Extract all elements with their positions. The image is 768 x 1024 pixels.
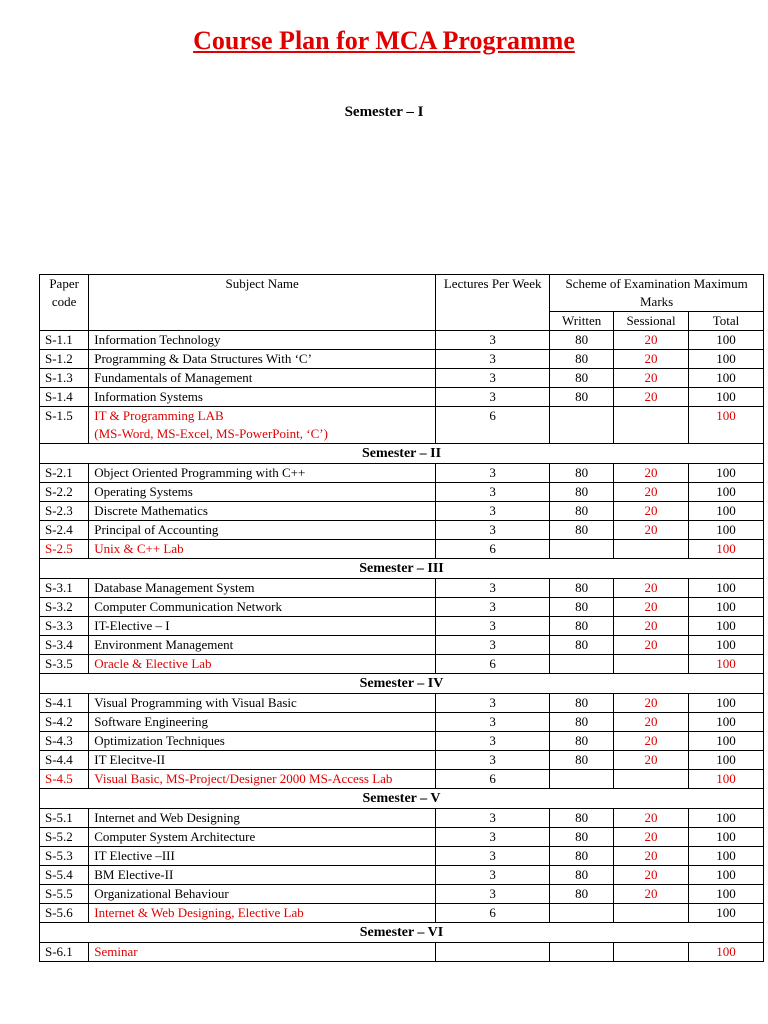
subject-name: Visual Basic, MS-Project/Designer 2000 MS-Access Lab [94, 771, 393, 786]
written-cell: 80 [550, 847, 614, 866]
subject-name-cell [89, 407, 436, 444]
total-cell: 100 [688, 828, 763, 847]
sessional-cell: 20 [614, 828, 689, 847]
paper-code-cell: S-4.4 [40, 751, 89, 770]
written-cell: 80 [550, 521, 614, 540]
subject-name: Object Oriented Programming with C++ [94, 465, 306, 480]
paper-code-cell: S-4.5 [40, 770, 89, 789]
subject-name: IT & Programming LAB [94, 408, 224, 423]
subject-name-cell [89, 598, 436, 617]
semester-heading-row [40, 923, 764, 943]
course-plan-table [39, 274, 764, 962]
paper-code-cell: S-2.5 [40, 540, 89, 559]
table-row [40, 751, 764, 770]
lectures-cell: 3 [436, 828, 550, 847]
sessional-cell [614, 943, 689, 962]
subject-name: Visual Programming with Visual Basic [94, 695, 297, 710]
lectures-cell: 3 [436, 598, 550, 617]
subject-name-cell [89, 617, 436, 636]
written-cell: 80 [550, 483, 614, 502]
paper-code-cell: S-3.2 [40, 598, 89, 617]
lectures-cell: 3 [436, 350, 550, 369]
sessional-cell: 20 [614, 885, 689, 904]
subject-name-cell [89, 540, 436, 559]
subject-name: Programming & Data Structures With ‘C’ [94, 351, 312, 366]
subject-name-cell [89, 694, 436, 713]
subject-name: Computer Communication Network [94, 599, 282, 614]
header-subject-name: Subject Name [89, 275, 436, 331]
subject-name-cell [89, 655, 436, 674]
written-cell: 80 [550, 464, 614, 483]
subject-name-cell [89, 464, 436, 483]
subject-name: IT Elective –III [94, 848, 175, 863]
total-cell: 100 [688, 694, 763, 713]
paper-code-cell: S-5.1 [40, 809, 89, 828]
subject-name: BM Elective-II [94, 867, 174, 882]
written-cell: 80 [550, 713, 614, 732]
written-cell [550, 407, 614, 444]
subject-name: Optimization Techniques [94, 733, 225, 748]
header-scheme: Scheme of Examination Maximum Marks [550, 275, 764, 312]
subject-name: Seminar [94, 944, 138, 959]
table-row [40, 331, 764, 350]
lectures-cell: 3 [436, 464, 550, 483]
course-table-body [40, 331, 764, 962]
written-cell: 80 [550, 369, 614, 388]
sessional-cell: 20 [614, 866, 689, 885]
total-cell: 100 [688, 713, 763, 732]
paper-code-cell: S-1.3 [40, 369, 89, 388]
header-lectures: Lectures Per Week [436, 275, 550, 331]
sessional-cell: 20 [614, 617, 689, 636]
written-cell [550, 943, 614, 962]
table-row [40, 732, 764, 751]
paper-code-cell: S-2.1 [40, 464, 89, 483]
paper-code-cell: S-1.5 [40, 407, 89, 444]
lectures-cell: 6 [436, 770, 550, 789]
total-cell: 100 [688, 369, 763, 388]
subject-name: Operating Systems [94, 484, 193, 499]
written-cell [550, 904, 614, 923]
written-cell: 80 [550, 617, 614, 636]
total-cell: 100 [688, 943, 763, 962]
lectures-cell: 3 [436, 809, 550, 828]
paper-code-cell: S-5.2 [40, 828, 89, 847]
written-cell: 80 [550, 636, 614, 655]
table-row [40, 809, 764, 828]
paper-code-cell: S-5.5 [40, 885, 89, 904]
subject-name-cell [89, 809, 436, 828]
written-cell: 80 [550, 598, 614, 617]
subject-name: Internet and Web Designing [94, 810, 240, 825]
lectures-cell: 3 [436, 885, 550, 904]
written-cell: 80 [550, 885, 614, 904]
table-row [40, 713, 764, 732]
table-row [40, 847, 764, 866]
lectures-cell: 3 [436, 636, 550, 655]
subject-name-cell [89, 866, 436, 885]
total-cell: 100 [688, 350, 763, 369]
sessional-cell [614, 540, 689, 559]
subject-name-cell [89, 350, 436, 369]
sessional-cell [614, 655, 689, 674]
lectures-cell: 6 [436, 904, 550, 923]
subject-name: Information Systems [94, 389, 203, 404]
total-cell: 100 [688, 598, 763, 617]
written-cell [550, 540, 614, 559]
sessional-cell: 20 [614, 809, 689, 828]
lectures-cell: 3 [436, 502, 550, 521]
paper-code-cell: S-5.6 [40, 904, 89, 923]
semester-heading-row [40, 674, 764, 694]
table-row [40, 636, 764, 655]
total-cell: 100 [688, 483, 763, 502]
sessional-cell: 20 [614, 350, 689, 369]
written-cell: 80 [550, 350, 614, 369]
sessional-cell: 20 [614, 598, 689, 617]
sessional-cell [614, 904, 689, 923]
lectures-cell: 3 [436, 483, 550, 502]
paper-code-cell: S-5.3 [40, 847, 89, 866]
lectures-cell: 3 [436, 617, 550, 636]
total-cell: 100 [688, 388, 763, 407]
subject-name: Unix & C++ Lab [94, 541, 184, 556]
subject-name-cell [89, 331, 436, 350]
sessional-cell [614, 770, 689, 789]
header-sessional: Sessional [614, 312, 689, 331]
total-cell: 100 [688, 331, 763, 350]
total-cell: 100 [688, 809, 763, 828]
lectures-cell: 3 [436, 866, 550, 885]
written-cell: 80 [550, 579, 614, 598]
total-cell: 100 [688, 751, 763, 770]
paper-code-cell: S-2.2 [40, 483, 89, 502]
semester-heading-row [40, 559, 764, 579]
table-row [40, 694, 764, 713]
semester-heading: Semester – III [40, 559, 764, 579]
header-total: Total [688, 312, 763, 331]
table-row [40, 502, 764, 521]
table-row [40, 407, 764, 444]
written-cell: 80 [550, 751, 614, 770]
total-cell: 100 [688, 636, 763, 655]
total-cell: 100 [688, 732, 763, 751]
subject-name-cell [89, 579, 436, 598]
written-cell: 80 [550, 828, 614, 847]
sessional-cell: 20 [614, 694, 689, 713]
table-row [40, 655, 764, 674]
table-row [40, 828, 764, 847]
subject-name: Internet & Web Designing, Elective Lab [94, 905, 304, 920]
subject-name-cell [89, 713, 436, 732]
total-cell: 100 [688, 502, 763, 521]
semester-heading: Semester – V [40, 789, 764, 809]
paper-code-cell: S-2.3 [40, 502, 89, 521]
subject-name-cell [89, 751, 436, 770]
subject-name-cell [89, 943, 436, 962]
lectures-cell: 3 [436, 751, 550, 770]
subject-name: IT-Elective – I [94, 618, 170, 633]
lectures-cell: 3 [436, 521, 550, 540]
sessional-cell: 20 [614, 579, 689, 598]
paper-code-cell: S-3.4 [40, 636, 89, 655]
written-cell [550, 655, 614, 674]
paper-code-cell: S-5.4 [40, 866, 89, 885]
total-cell: 100 [688, 464, 763, 483]
table-row [40, 598, 764, 617]
subject-name-cell [89, 770, 436, 789]
subject-name-cell [89, 483, 436, 502]
sessional-cell: 20 [614, 483, 689, 502]
total-cell: 100 [688, 655, 763, 674]
semester-1-heading: Semester – I [344, 104, 424, 120]
written-cell: 80 [550, 502, 614, 521]
subject-name: Environment Management [94, 637, 234, 652]
subject-name: IT Elecitve-II [94, 752, 166, 767]
semester-heading-row [40, 444, 764, 464]
lectures-cell: 3 [436, 713, 550, 732]
subject-name-cell [89, 388, 436, 407]
lectures-cell: 3 [436, 388, 550, 407]
sessional-cell: 20 [614, 369, 689, 388]
sessional-cell [614, 407, 689, 444]
total-cell: 100 [688, 904, 763, 923]
sessional-cell: 20 [614, 464, 689, 483]
written-cell [550, 770, 614, 789]
lectures-cell: 3 [436, 369, 550, 388]
subject-name-cell [89, 502, 436, 521]
table-row [40, 540, 764, 559]
subject-name-cell [89, 828, 436, 847]
subject-name: Database Management System [94, 580, 255, 595]
subject-name-cell [89, 636, 436, 655]
paper-code-cell: S-1.4 [40, 388, 89, 407]
total-cell: 100 [688, 521, 763, 540]
subject-name-cell [89, 885, 436, 904]
subject-name: Software Engineering [94, 714, 208, 729]
paper-code-cell: S-3.3 [40, 617, 89, 636]
semester-heading: Semester – VI [40, 923, 764, 943]
sessional-cell: 20 [614, 847, 689, 866]
written-cell: 80 [550, 331, 614, 350]
paper-code-cell: S-1.1 [40, 331, 89, 350]
header-paper-code: Paper code [40, 275, 89, 331]
subject-name: Fundamentals of Management [94, 370, 253, 385]
paper-code-cell: S-1.2 [40, 350, 89, 369]
sessional-cell: 20 [614, 388, 689, 407]
semester-heading-row [40, 789, 764, 809]
written-cell: 80 [550, 732, 614, 751]
total-cell: 100 [688, 617, 763, 636]
total-cell: 100 [688, 770, 763, 789]
table-row [40, 904, 764, 923]
subject-name-detail: (MS-Word, MS-Excel, MS-PowerPoint, ‘C’) [94, 426, 328, 441]
paper-code-cell: S-4.3 [40, 732, 89, 751]
subject-name-cell [89, 904, 436, 923]
lectures-cell: 3 [436, 847, 550, 866]
subject-name: Computer System Architecture [94, 829, 256, 844]
total-cell: 100 [688, 540, 763, 559]
subject-name-cell [89, 369, 436, 388]
written-cell: 80 [550, 866, 614, 885]
paper-code-cell: S-3.1 [40, 579, 89, 598]
subject-name: Organizational Behaviour [94, 886, 229, 901]
lectures-cell: 3 [436, 732, 550, 751]
semester-heading: Semester – II [40, 444, 764, 464]
total-cell: 100 [688, 847, 763, 866]
table-row [40, 579, 764, 598]
total-cell: 100 [688, 579, 763, 598]
lectures-cell: 3 [436, 694, 550, 713]
subject-name: Information Technology [94, 332, 221, 347]
lectures-cell: 3 [436, 579, 550, 598]
semester-heading: Semester – IV [40, 674, 764, 694]
lectures-cell: 6 [436, 540, 550, 559]
table-row [40, 350, 764, 369]
sessional-cell: 20 [614, 751, 689, 770]
table-row [40, 369, 764, 388]
sessional-cell: 20 [614, 521, 689, 540]
paper-code-cell: S-4.1 [40, 694, 89, 713]
table-row [40, 617, 764, 636]
sessional-cell: 20 [614, 713, 689, 732]
subject-name-cell [89, 847, 436, 866]
written-cell: 80 [550, 694, 614, 713]
table-row [40, 943, 764, 962]
table-row [40, 770, 764, 789]
subject-name: Oracle & Elective Lab [94, 656, 212, 671]
total-cell: 100 [688, 885, 763, 904]
paper-code-cell: S-4.2 [40, 713, 89, 732]
sessional-cell: 20 [614, 636, 689, 655]
lectures-cell [436, 943, 550, 962]
subject-name: Discrete Mathematics [94, 503, 208, 518]
subject-name-cell [89, 521, 436, 540]
subject-name-cell [89, 732, 436, 751]
total-cell: 100 [688, 407, 763, 444]
table-row [40, 866, 764, 885]
sessional-cell: 20 [614, 732, 689, 751]
lectures-cell: 3 [436, 331, 550, 350]
sessional-cell: 20 [614, 331, 689, 350]
lectures-cell: 6 [436, 407, 550, 444]
written-cell: 80 [550, 388, 614, 407]
sessional-cell: 20 [614, 502, 689, 521]
written-cell: 80 [550, 809, 614, 828]
paper-code-cell: S-2.4 [40, 521, 89, 540]
table-row [40, 483, 764, 502]
table-row [40, 521, 764, 540]
paper-code-cell: S-6.1 [40, 943, 89, 962]
table-row [40, 388, 764, 407]
table-row [40, 464, 764, 483]
subject-name: Principal of Accounting [94, 522, 219, 537]
paper-code-cell: S-3.5 [40, 655, 89, 674]
header-written: Written [550, 312, 614, 331]
total-cell: 100 [688, 866, 763, 885]
lectures-cell: 6 [436, 655, 550, 674]
page-title: Course Plan for MCA Programme [193, 26, 575, 55]
table-row [40, 885, 764, 904]
